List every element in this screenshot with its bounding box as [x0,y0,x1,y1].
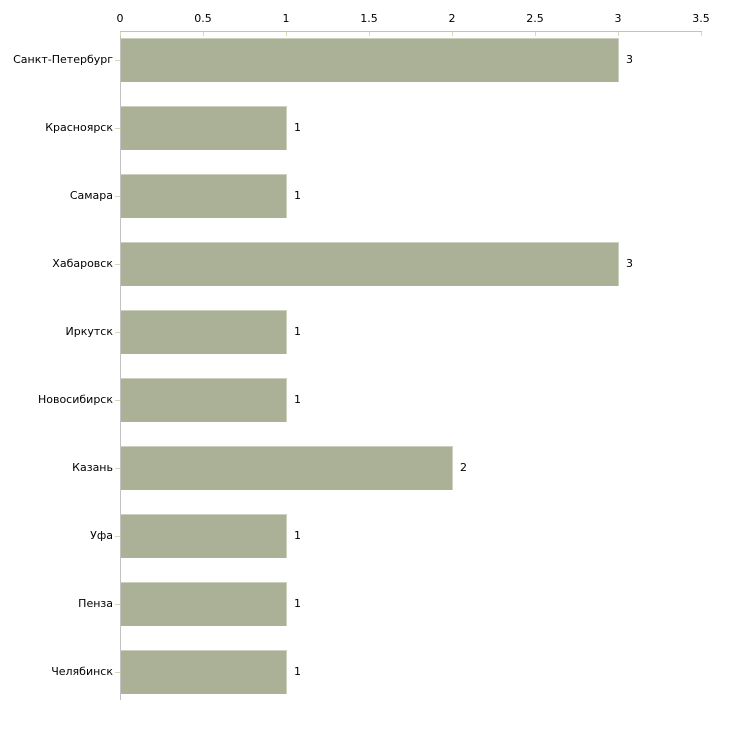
bar [121,242,619,286]
value-label: 1 [294,665,301,678]
x-axis-tick-label: 3 [614,12,622,25]
bar [121,38,619,82]
x-axis-tick [535,32,536,36]
x-axis-tick [701,32,702,36]
bar [121,514,287,558]
x-axis-tick [120,32,121,36]
category-label: Красноярск [45,121,113,134]
x-axis-tick-label: 2 [448,12,456,25]
y-axis-tick [115,604,120,605]
bar [121,106,287,150]
y-axis-tick [115,536,120,537]
x-axis-tick [286,32,287,36]
y-axis-tick [115,332,120,333]
x-axis-tick [203,32,204,36]
x-axis-tick [452,32,453,36]
x-axis-line [120,31,702,32]
x-axis-tick-label: 0 [116,12,124,25]
x-axis-tick-label: 1.5 [360,12,378,25]
x-axis-tick [369,32,370,36]
y-axis-tick [115,128,120,129]
category-label: Новосибирск [37,393,113,406]
y-axis-tick [115,468,120,469]
category-label: Санкт-Петербург [13,53,113,66]
x-axis-tick [618,32,619,36]
category-label: Казань [72,461,113,474]
y-axis-tick [115,264,120,265]
value-label: 1 [294,529,301,542]
bar [121,446,453,490]
bar [121,650,287,694]
value-label: 1 [294,189,301,202]
value-label: 1 [294,325,301,338]
bar [121,174,287,218]
bar [121,310,287,354]
category-label: Хабаровск [52,257,113,270]
bar [121,582,287,626]
bar [121,378,287,422]
x-axis-tick-label: 2.5 [526,12,544,25]
y-axis-tick [115,400,120,401]
category-label: Челябинск [51,665,113,678]
category-label: Иркутск [65,325,113,338]
x-axis-tick-label: 0.5 [194,12,212,25]
category-label: Самара [69,189,113,202]
y-axis-tick [115,196,120,197]
y-axis-tick [115,672,120,673]
value-label: 1 [294,597,301,610]
y-axis-tick [115,60,120,61]
category-label: Пенза [78,597,113,610]
value-label: 2 [460,461,467,474]
value-label: 3 [626,257,633,270]
x-axis-tick-label: 1 [282,12,290,25]
value-label: 3 [626,53,633,66]
value-label: 1 [294,393,301,406]
category-label: Уфа [90,529,113,542]
x-axis-tick-label: 3.5 [692,12,710,25]
value-label: 1 [294,121,301,134]
